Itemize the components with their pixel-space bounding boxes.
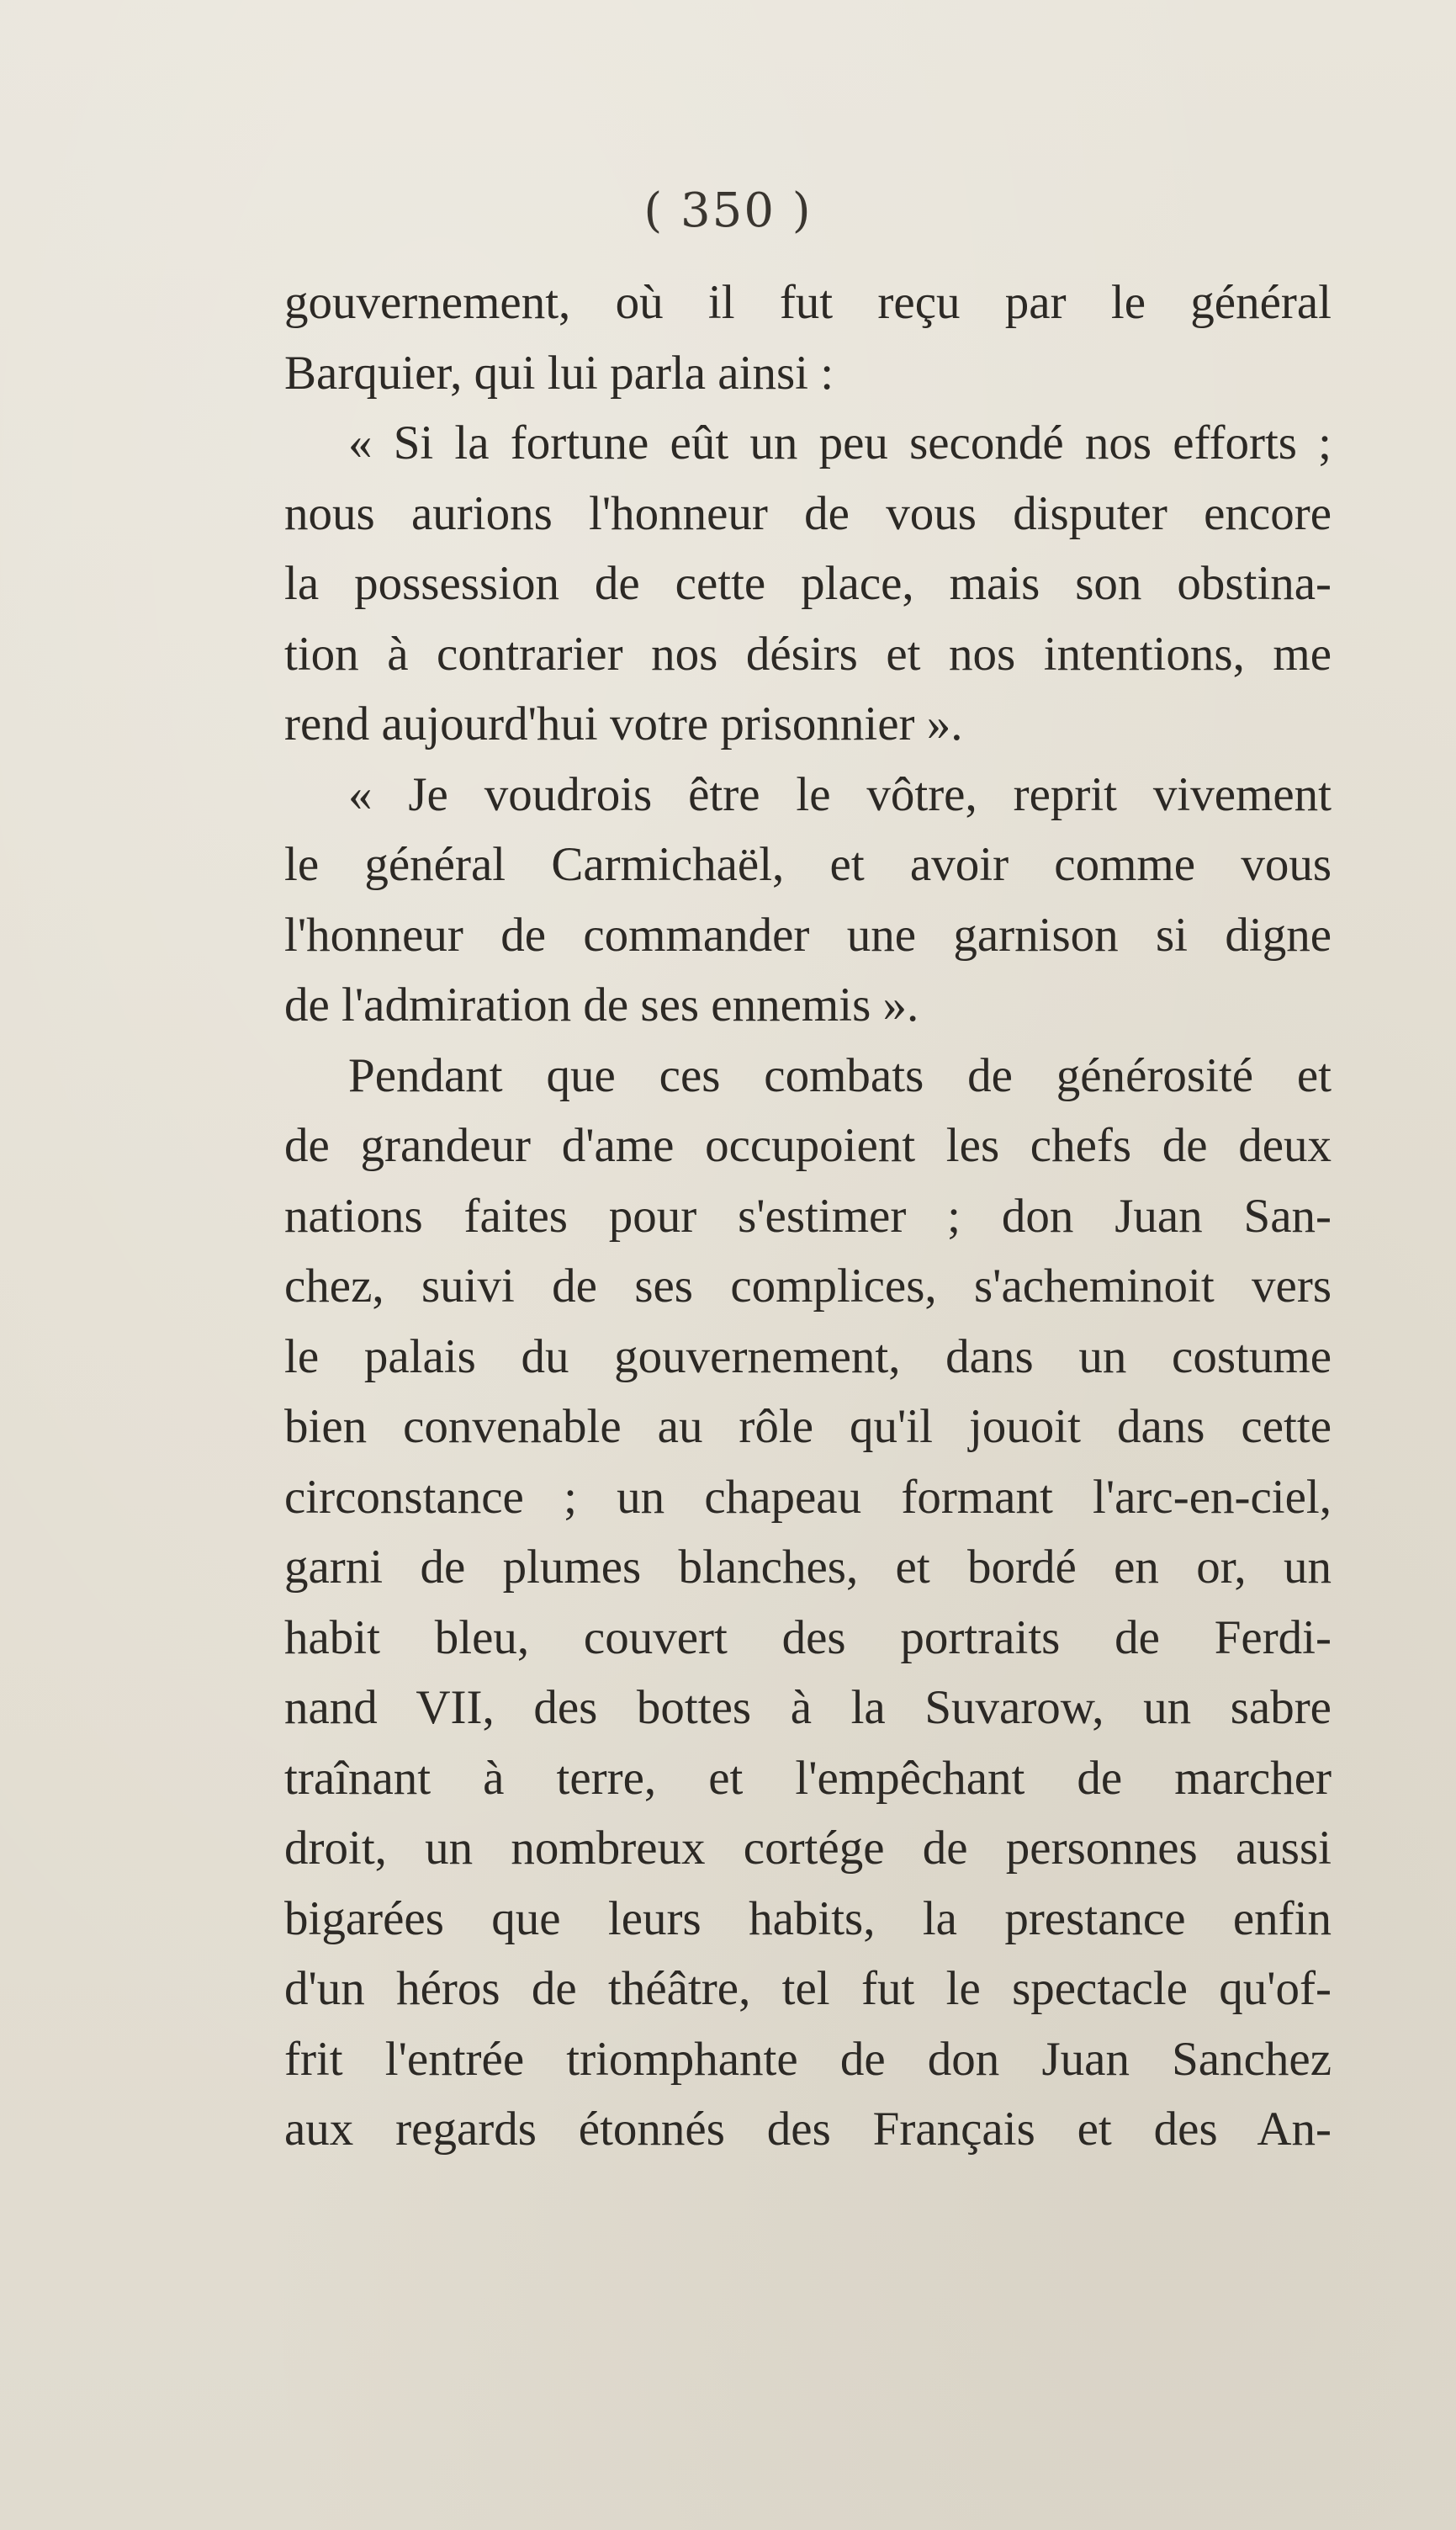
text-line: bien convenable au rôle qu'il jouoit dans cette	[284, 1400, 1332, 1453]
text-line: de l'admiration de ses ennemis ».	[284, 979, 919, 1032]
text-line: « Si la fortune eût un peu secondé nos efforts ;	[348, 416, 1332, 469]
text-line: droit, un nombreux cortége de personnes aussi	[284, 1822, 1332, 1875]
text-line: gouvernement, où il fut reçu par le général	[284, 276, 1332, 329]
body-text	[284, 268, 1332, 2165]
text-line: bigarées que leurs habits, la prestance enfin	[284, 1891, 1332, 1945]
text-line: circonstance ; un chapeau formant l'arc-en-ciel,	[284, 1470, 1332, 1524]
text-line: frit l'entrée triomphante de don Juan Sanchez	[284, 2032, 1332, 2086]
text-line: habit bleu, couvert des portraits de Ferdi-	[284, 1610, 1332, 1664]
text-line: traînant à terre, et l'empêchant de marcher	[284, 1751, 1332, 1805]
text-line: la possession de cette place, mais son obstina-	[284, 557, 1332, 610]
text-line: rend aujourd'hui votre prisonnier ».	[284, 697, 963, 751]
text-line: Pendant que ces combats de générosité et	[348, 1048, 1332, 1102]
text-line: le général Carmichaël, et avoir comme vous	[284, 838, 1332, 891]
text-line: garni de plumes blanches, et bordé en or, un	[284, 1541, 1332, 1594]
text-line: nous aurions l'honneur de vous disputer encore	[284, 486, 1332, 540]
text-line: Barquier, qui lui parla ainsi :	[284, 346, 834, 400]
page-number: ( 350 )	[643, 183, 813, 238]
text-line: nations faites pour s'estimer ; don Juan San-	[284, 1189, 1332, 1243]
text-line: le palais du gouvernement, dans un costume	[284, 1329, 1332, 1383]
text-line: l'honneur de commander une garnison si digne	[284, 908, 1332, 962]
text-line: d'un héros de théâtre, tel fut le spectacle qu'of-	[284, 1962, 1332, 2015]
text-line: nand VII, des bottes à la Suvarow, un sabre	[284, 1681, 1332, 1734]
text-line: de grandeur d'ame occupoient les chefs de deux	[284, 1119, 1332, 1172]
text-line: chez, suivi de ses complices, s'acheminoit vers	[284, 1260, 1332, 1313]
text-line: « Je voudrois être le vôtre, reprit vivement	[348, 767, 1332, 821]
text-line: aux regards étonnés des Français et des An-	[284, 2103, 1332, 2156]
text-line: tion à contrarier nos désirs et nos intentions, me	[284, 627, 1332, 681]
